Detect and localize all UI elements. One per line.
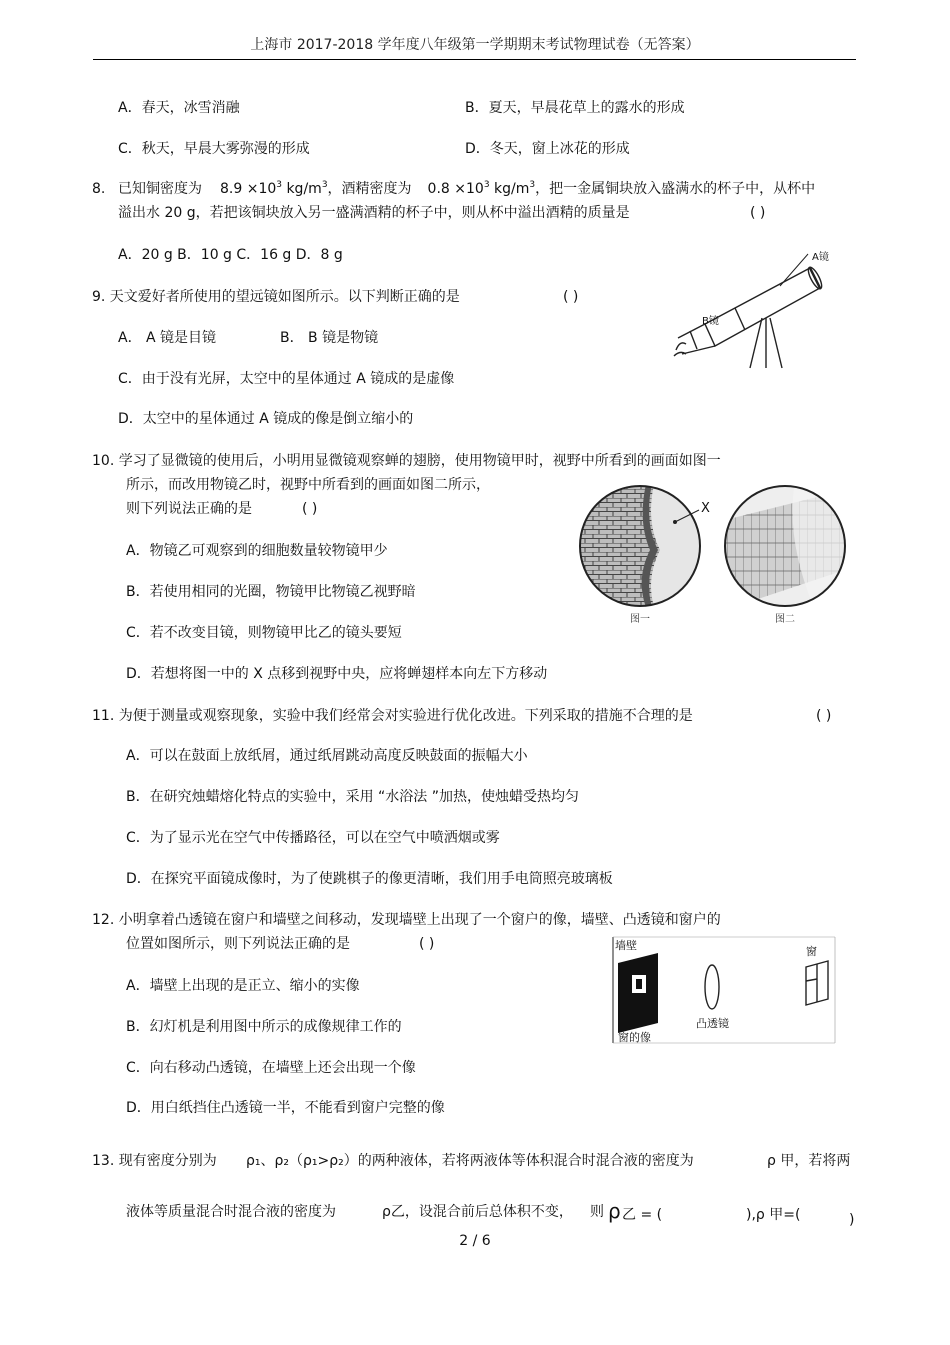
q10-option-a: A．物镜乙可观察到的细胞数量较物镜甲少 <box>126 543 388 559</box>
q12-line2: 位置如图所示，则下列说法正确的是 <box>126 936 350 952</box>
q13-text-c: ρ 甲，若将两 <box>767 1153 851 1169</box>
q8-text-a: 已知铜密度为 <box>118 181 202 197</box>
q9-answer-bracket: ( ) <box>563 289 579 305</box>
q11-option-c: C．为了显示光在空气中传播路径，可以在空气中喷洒烟或雾 <box>126 830 500 846</box>
q9-option-a: A． A 镜是目镜 <box>118 330 217 346</box>
q11-answer-bracket: ( ) <box>816 708 832 724</box>
q9-stem: 9. 天文爱好者所使用的望远镜如图所示。以下判断正确的是 <box>92 289 460 305</box>
q8-text-c: ，把一金属铜块放入盛满水的杯子中，从杯中 <box>535 181 816 197</box>
q10-option-b: B．若使用相同的光圈，物镜甲比物镜乙视野暗 <box>126 584 416 600</box>
q11-stem: 11. 为便于测量或观察现象，实验中我们经常会对实验进行优化改进。下列采取的措施不合理的是 <box>92 708 693 724</box>
q13-line2-c: 则 <box>590 1204 604 1220</box>
q10-line3: 则下列说法正确的是 <box>126 501 252 517</box>
telescope-label-b: B镜 <box>702 316 719 327</box>
page-header-title: 上海市 2017-2018 学年度八年级第一学期期末考试物理试卷（无答案） <box>250 37 700 53</box>
q13-line2-b: ρ乙，设混合前后总体积不变， <box>382 1204 573 1220</box>
q10-option-d: D．若想将图一中的 X 点移到视野中央，应将蝉翅样本向左下方移动 <box>126 666 548 682</box>
q8-options: A．20 g B．10 g C．16 g D．8 g <box>118 247 343 263</box>
telescope-figure <box>670 246 840 376</box>
microscope-figures <box>575 480 850 630</box>
q12-option-a: A．墙壁上出现的是正立、缩小的实像 <box>126 978 360 994</box>
q12-line1: 12. 小明拿着凸透镜在窗户和墙壁之间移动，发现墙壁上出现了一个窗户的像，墙壁、凸透镜和窗户的 <box>92 912 721 928</box>
q13-text-a: 13. 现有密度分别为 <box>92 1153 217 1169</box>
q11-option-a: A．可以在鼓面上放纸屑，通过纸屑跳动高度反映鼓面的振幅大小 <box>126 748 528 764</box>
q13-text-b: ρ₁、ρ₂（ρ₁>ρ₂）的两种液体，若将两液体等体积混合时混合液的密度为 <box>246 1153 694 1169</box>
header-rule <box>93 59 856 60</box>
q12-answer-bracket: ( ) <box>419 936 435 952</box>
q9-option-d: D．太空中的星体通过 A 镜成的像是倒立缩小的 <box>118 411 414 427</box>
microscope-point-x-label: X <box>701 501 710 516</box>
figure-label-window: 窗 <box>806 945 817 958</box>
q9-option-b: B． B 镜是物镜 <box>280 330 379 346</box>
q10-line1: 10. 学习了显微镜的使用后，小明用显微镜观察蝉的翅膀，使用物镜甲时，视野中所看到的画面如图一 <box>92 453 721 469</box>
q8-alcohol-density: $0.8 \times 10^3$ $kg/m^3$ <box>427 180 536 197</box>
q7-option-a: A．春天，冰雪消融 <box>118 100 240 116</box>
lens-wall-window-figure <box>610 935 840 1045</box>
q7-option-c: C．秋天，早晨大雾弥漫的形成 <box>118 141 310 157</box>
q13-line2-f: ),ρ 甲=( <box>746 1207 801 1223</box>
q13-line2-g: ) <box>849 1212 855 1228</box>
page-number: 2 / 6 <box>459 1233 491 1249</box>
q8-number: 8. <box>92 181 106 197</box>
microscope-fig2-caption: 图二 <box>775 614 795 625</box>
q7-option-d: D．冬天，窗上冰花的形成 <box>465 141 630 157</box>
figure-label-image: 窗的像 <box>618 1031 651 1044</box>
q11-option-b: B．在研究烛蜡熔化特点的实验中，采用 “水浴法 ”加热，使烛蜡受热均匀 <box>126 789 580 805</box>
q10-line2: 所示，而改用物镜乙时，视野中所看到的画面如图二所示， <box>126 477 490 493</box>
q8-line1 <box>118 180 815 198</box>
q8-text-b: ，酒精密度为 <box>327 181 412 197</box>
q10-option-c: C．若不改变目镜，则物镜甲比乙的镜头要短 <box>126 625 402 641</box>
figure-label-wall: 墙壁 <box>615 939 637 952</box>
q10-answer-bracket: ( ) <box>302 501 318 517</box>
q9-option-c: C．由于没有光屏，太空中的星体通过 A 镜成的是虚像 <box>118 371 455 387</box>
q7-option-b: B．夏天，早晨花草上的露水的形成 <box>465 100 685 116</box>
microscope-fig1-caption: 图一 <box>630 614 650 625</box>
q13-rho-large: ρ <box>608 1199 621 1223</box>
q13-line2-e: 乙 = ( <box>622 1207 663 1223</box>
telescope-label-a: A镜 <box>812 252 829 263</box>
q8-copper-density: $8.9 \times 10^3$ $kg/m^3$ <box>220 180 328 197</box>
figure-label-lens: 凸透镜 <box>696 1017 729 1030</box>
q8-line2: 溢出水 20 g，若把该铜块放入另一盛满酒精的杯子中，则从杯中溢出酒精的质量是 <box>118 205 630 221</box>
q12-option-b: B．幻灯机是利用图中所示的成像规律工作的 <box>126 1019 402 1035</box>
q12-option-d: D．用白纸挡住凸透镜一半，不能看到窗户完整的像 <box>126 1100 445 1116</box>
q11-option-d: D．在探究平面镜成像时，为了使跳棋子的像更清晰，我们用手电筒照亮玻璃板 <box>126 871 613 887</box>
q13-line2-a: 液体等质量混合时混合液的密度为 <box>126 1204 336 1220</box>
q12-option-c: C．向右移动凸透镜，在墙壁上还会出现一个像 <box>126 1060 416 1076</box>
q8-answer-bracket: ( ) <box>750 205 766 221</box>
